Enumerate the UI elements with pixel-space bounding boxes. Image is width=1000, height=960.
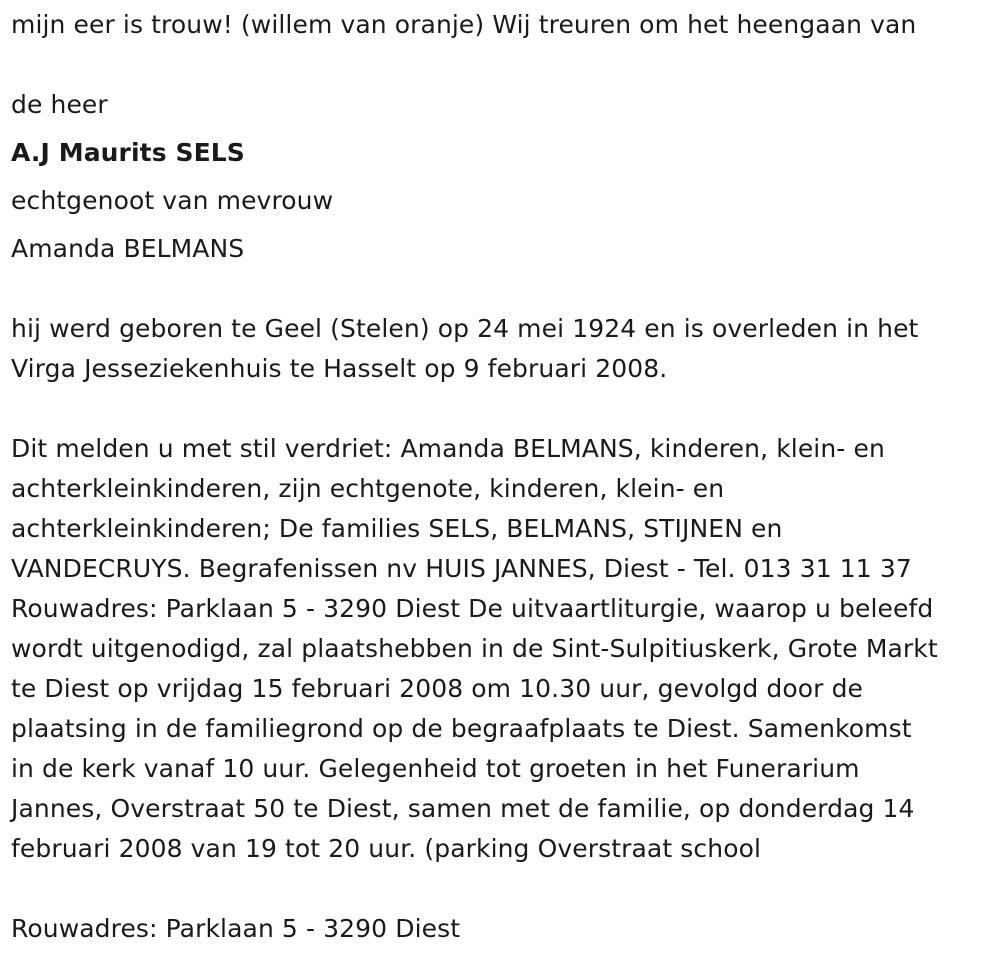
intro-text: mijn eer is trouw! (willem van oranje) Wij treuren om het heengaan van bbox=[11, 10, 917, 39]
announcement-line: te Diest op vrijdag 15 februari 2008 om 10.30 uur, gevolgd door de bbox=[11, 674, 864, 703]
announcement-line: in de kerk vanaf 10 uur. Gelegenheid tot groeten in het Funerarium bbox=[11, 754, 860, 783]
mourning-address: Rouwadres: Parklaan 5 - 3290 Diest bbox=[11, 914, 461, 943]
announcement-line: achterkleinkinderen, zijn echtgenote, kinderen, klein- en bbox=[11, 474, 725, 503]
announcement-line: plaatsing in de familiegrond op de begraafplaats te Diest. Samenkomst bbox=[11, 714, 912, 743]
title-prefix: de heer bbox=[11, 90, 108, 119]
announcement-line: wordt uitgenodigd, zal plaatshebben in de Sint-Sulpitiuskerk, Grote Markt bbox=[11, 634, 938, 663]
spouse-name: Amanda BELMANS bbox=[11, 234, 245, 263]
announcement-line: achterkleinkinderen; De families SELS, BELMANS, STIJNEN en bbox=[11, 514, 783, 543]
announcement-line: Dit melden u met stil verdriet: Amanda BELMANS, kinderen, klein- en bbox=[11, 434, 885, 463]
announcement-line: Jannes, Overstraat 50 te Diest, samen met de familie, op donderdag 14 bbox=[11, 794, 915, 823]
birth-death-line: hij werd geboren te Geel (Stelen) op 24 mei 1924 en is overleden in het bbox=[11, 314, 919, 343]
birth-death-line: Virga Jesseziekenhuis te Hasselt op 9 februari 2008. bbox=[11, 354, 668, 383]
spouse-intro: echtgenoot van mevrouw bbox=[11, 186, 334, 215]
announcement-line: Rouwadres: Parklaan 5 - 3290 Diest De uitvaartliturgie, waarop u beleefd bbox=[11, 594, 934, 623]
deceased-name: A.J Maurits SELS bbox=[11, 138, 245, 167]
announcement-line: februari 2008 van 19 tot 20 uur. (parking Overstraat school bbox=[11, 834, 762, 863]
announcement-line: VANDECRUYS. Begrafenissen nv HUIS JANNES, Diest - Tel. 013 31 11 37 bbox=[11, 554, 912, 583]
